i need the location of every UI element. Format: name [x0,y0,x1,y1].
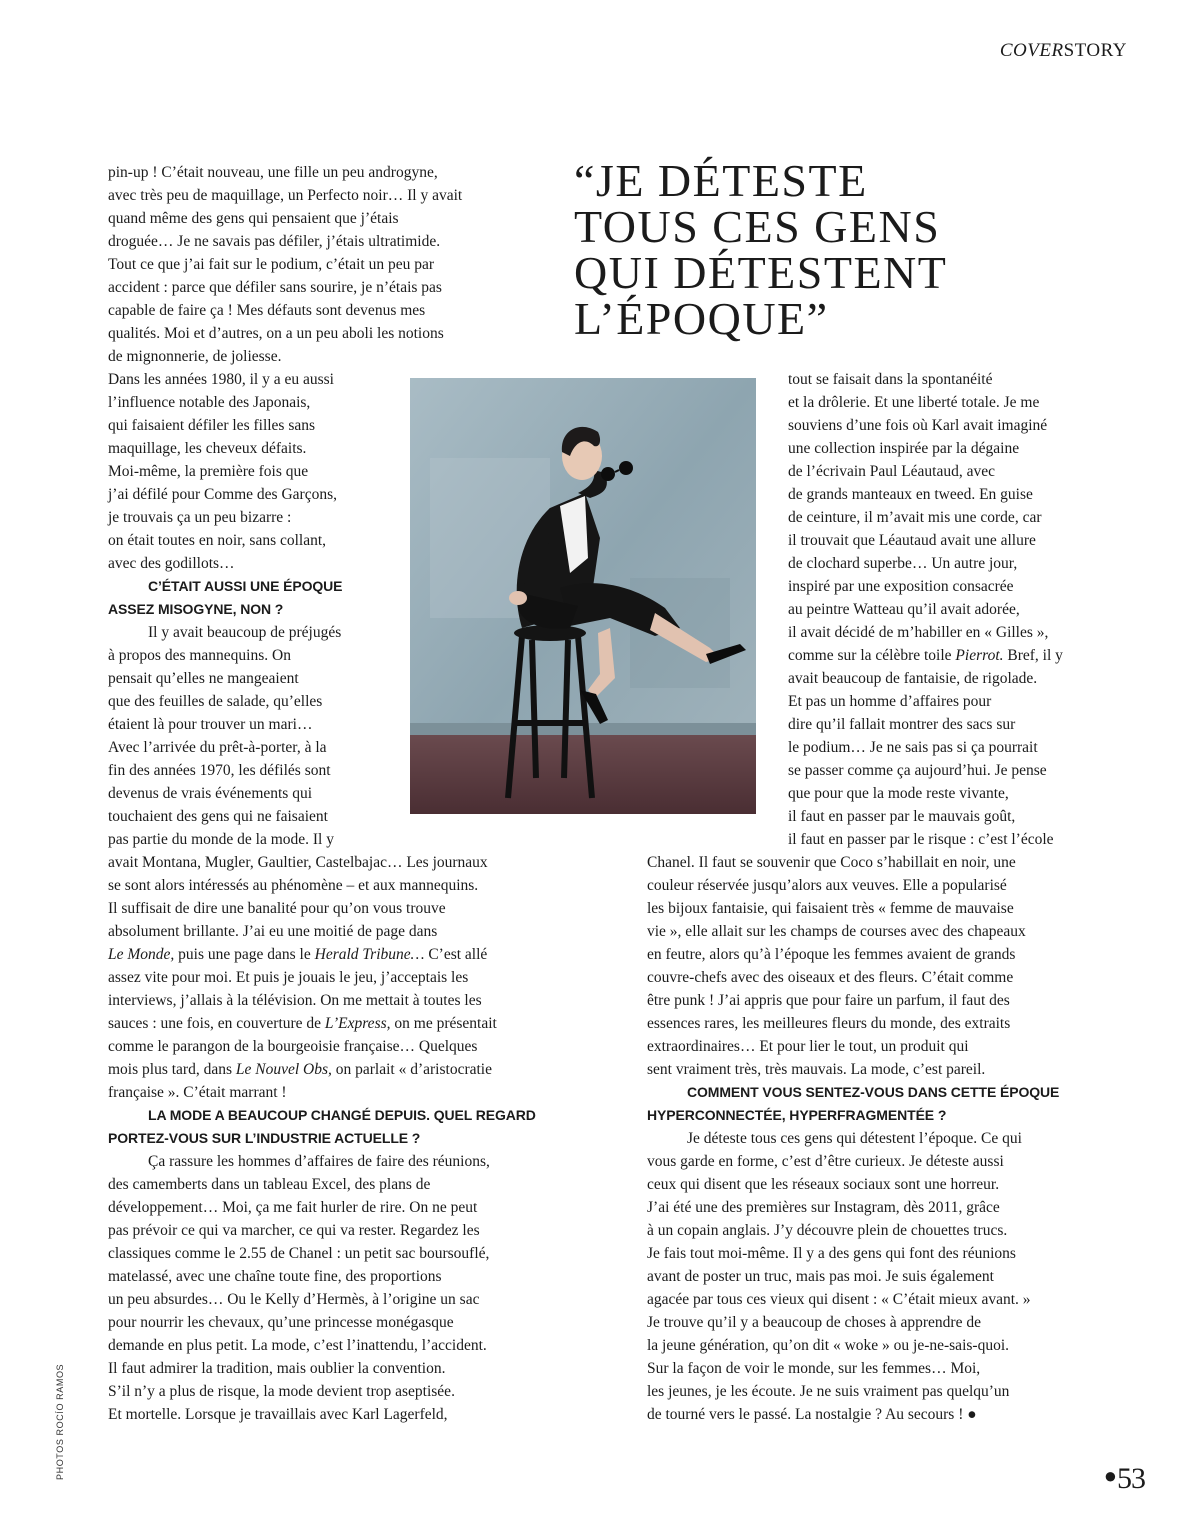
section-heading-line: HYPERCONNECTÉE, HYPERFRAGMENTÉE ? [647,1107,947,1123]
body-text-line: être punk ! J’ai appris que pour faire un parfum, il faut des [647,992,1010,1009]
pull-quote-line: L’ÉPOQUE” [574,293,829,344]
body-text-line: Et pas un homme d’affaires pour [788,693,992,710]
body-text-line: quand même des gens qui pensaient que j’étais [108,210,399,227]
body-text-line: Avec l’arrivée du prêt-à-porter, à la [108,739,327,756]
body-text-line: accident : parce que défiler sans sourire, je n’étais pas [108,279,442,296]
body-text-line: J’ai été une des premières sur Instagram, dès 2011, grâce [647,1199,1000,1216]
body-text-line: de l’écrivain Paul Léautaud, avec [788,463,995,480]
text-fragment: C’est allé [424,946,488,963]
body-text-line: comme le parangon de la bourgeoisie française… Quelques [108,1038,478,1055]
body-text-line: une collection inspirée par la dégaine [788,440,1020,457]
right-column-continued [647,851,1059,1426]
italic-title: Pierrot. [955,647,1004,664]
body-text-line: au peintre Watteau qu’il avait adorée, [788,601,1020,618]
body-text-line: S’il n’y a plus de risque, la mode devient trop aseptisée. [108,1383,455,1400]
body-text-line: Je trouve qu’il y a beaucoup de choses à apprendre de [647,1314,981,1331]
body-text-line: tout se faisait dans la spontanéité [788,371,993,388]
section-heading-line: C’ÉTAIT AUSSI UNE ÉPOQUE [148,578,343,594]
body-text-line: il avait décidé de m’habiller en « Gilles », [788,624,1049,641]
body-text-line: touchaient des gens qui ne faisaient [108,808,328,825]
body-text-line: vie », elle allait sur les champs de courses avec des chapeaux [647,923,1026,940]
pull-quote [574,155,1134,344]
body-text-line: Je déteste tous ces gens qui détestent l’époque. Ce qui [687,1130,1022,1147]
body-text-line: souviens d’une fois où Karl avait imaginé [788,417,1048,434]
body-text-line: étaient là pour trouver un mari… [108,716,313,733]
text-fragment: comme sur la célèbre toile [788,647,956,664]
body-text-line: inspiré par une exposition consacrée [788,578,1014,595]
body-text-line: Sur la façon de voir le monde, sur les femmes… Moi, [647,1360,981,1377]
italic-title: Le Monde, [108,946,175,963]
right-column [788,368,1063,851]
body-text-line [788,644,1063,667]
body-text-line: capable de faire ça ! Mes défauts sont devenus mes [108,302,426,319]
text-fragment: sauces : une fois, en couverture de [108,1015,325,1032]
text-fragment: on me présentait [390,1015,497,1032]
body-text-line: il trouvait que Léautaud avait une allure [788,532,1036,549]
body-text-line: pin-up ! C’était nouveau, une fille un peu androgyne, [108,164,438,181]
body-text-line: à propos des mannequins. On [108,647,291,664]
text-fragment: on parlait « d’aristocratie [331,1061,492,1078]
body-text-line: française ». C’était marrant ! [108,1084,287,1101]
body-text-line: couvre-chefs avec des oiseaux et des fleurs. C’était comme [647,969,1014,986]
body-text-line: assez vite pour moi. Et puis je jouais le jeu, j’acceptais les [108,969,469,986]
body-text-line: j’ai défilé pour Comme des Garçons, [108,486,337,503]
section-tag-italic: COVER [999,40,1064,61]
body-text-line: de clochard superbe… Un autre jour, [788,555,1018,572]
body-text-line: dire qu’il fallait montrer des sacs sur [788,716,1016,733]
body-text-line: la jeune génération, qu’on dit « woke » ou je-ne-sais-quoi. [647,1337,1009,1354]
section-heading-line: PORTEZ-VOUS SUR L’INDUSTRIE ACTUELLE ? [108,1130,421,1146]
body-text-line: droguée… Je ne savais pas défiler, j’étais ultratimide. [108,233,441,250]
section-tag [1000,40,1127,62]
text-fragment: Bref, il y [1003,647,1063,664]
body-text-line: le podium… Je ne sais pas si ça pourrait [788,739,1038,756]
section-heading-line: LA MODE A BEAUCOUP CHANGÉ DEPUIS. QUEL REGARD [148,1107,536,1123]
body-text-line: en feutre, alors qu’à l’époque les femmes avaient de grands [647,946,1016,963]
body-text-line: Moi-même, la première fois que [108,463,309,480]
left-column [108,161,462,851]
body-text-line: Je fais tout moi-même. Il y a des gens qui font des réunions [647,1245,1016,1262]
body-text-line: matelassé, avec une chaîne toute fine, des proportions [108,1268,442,1285]
body-text-line: de ceinture, il m’avait mis une corde, car [788,509,1042,526]
body-text-line: couleur réservée jusqu’alors aux veuves. Elle a popularisé [647,877,1007,894]
pull-quote-line: TOUS CES GENS [574,201,941,252]
body-text-line: à un copain anglais. J’y découvre plein de chouettes trucs. [647,1222,1008,1239]
body-text-line: il faut en passer par le risque : c’est l’école [788,831,1054,848]
body-text-line [108,1012,536,1035]
body-text-line: de mignonnerie, de joliesse. [108,348,282,365]
body-text-line: se sont alors intéressés au phénomène – et aux mannequins. [108,877,479,894]
body-text-line: des camemberts dans un tableau Excel, des plans de [108,1176,431,1193]
body-text-line: Il y avait beaucoup de préjugés [148,624,342,641]
section-heading-line: ASSEZ MISOGYNE, NON ? [108,601,284,617]
body-text-line: avec des godillots… [108,555,235,572]
section-heading-line: COMMENT VOUS SENTEZ-VOUS DANS CETTE ÉPOQUE [687,1084,1060,1100]
body-text-line: avait beaucoup de fantaisie, de rigolade. [788,670,1038,687]
body-text-line: que pour que la mode reste vivante, [788,785,1009,802]
body-text-line: on était toutes en noir, sans collant, [108,532,327,549]
body-text-line: un peu absurdes… Ou le Kelly d’Hermès, à l’origine un sac [108,1291,480,1308]
body-text-line: pas prévoir ce qui va marcher, ce qui va rester. Regardez les [108,1222,480,1239]
body-text-line: Ça rassure les hommes d’affaires de faire des réunions, [148,1153,490,1170]
body-text-line: pas partie du monde de la mode. Il y [108,831,334,848]
body-text-line: Il suffisait de dire une banalité pour qu’on vous trouve [108,900,446,917]
body-text-line: maquillage, les cheveux défaits. [108,440,307,457]
body-text-line: se passer comme ça aujourd’hui. Je pense [788,762,1047,779]
italic-title: Le Nouvel Obs, [235,1061,332,1078]
body-text-line: de tourné vers le passé. La nostalgie ? Au secours ! ● [647,1406,977,1423]
body-text-line: avec très peu de maquillage, un Perfecto noir… Il y avait [108,187,463,204]
body-text-line: de grands manteaux en tweed. En guise [788,486,1033,503]
body-text-line: les bijoux fantaisie, qui faisaient très « femme de mauvaise [647,900,1014,917]
body-text-line [108,943,536,966]
body-text-line: il faut en passer par le mauvais goût, [788,808,1016,825]
body-text-line: développement… Moi, ça me fait hurler de rire. On ne peut [108,1199,478,1216]
body-text-line: et la drôlerie. Et une liberté totale. Je me [788,394,1040,411]
body-text-line [108,1058,536,1081]
body-text-line: qui faisaient défiler les filles sans [108,417,316,434]
body-text-line: pour nourrir les chevaux, qu’une princesse monégasque [108,1314,454,1331]
body-text-line: ceux qui disent que les réseaux sociaux sont une horreur. [647,1176,1000,1193]
body-text-line: Chanel. Il faut se souvenir que Coco s’habillait en noir, une [647,854,1016,871]
page-number [1104,1462,1145,1496]
body-text-line: avait Montana, Mugler, Gaultier, Castelbajac… Les journaux [108,854,488,871]
body-text-line: avant de poster un truc, mais pas moi. Je suis également [647,1268,994,1285]
photo-credit-text: PHOTOS ROCÍO RAMOS [55,1363,65,1480]
page-number-text: 53 [1117,1462,1145,1495]
body-text-line: pensait qu’elles ne mangeaient [108,670,299,687]
body-text-line: interviews, j’allais à la télévision. On me mettait à toutes les [108,992,482,1009]
body-text-line: demande en plus petit. La mode, c’est l’inattendu, l’accident. [108,1337,487,1354]
body-text-line: extraordinaires… Et pour lier le tout, un produit qui [647,1038,969,1055]
left-column-continued [108,851,536,1426]
section-tag-rest: STORY [1063,40,1127,61]
italic-title: Herald Tribune… [314,946,425,963]
body-text-line: vous garde en forme, c’est d’être curieux. Je déteste aussi [647,1153,1004,1170]
italic-title: L’Express, [324,1015,391,1032]
body-text-line: je trouvais ça un peu bizarre : [108,509,292,526]
text-fragment: puis une page dans le [174,946,315,963]
pull-quote-line: QUI DÉTESTENT [574,247,948,298]
body-text-line: Et mortelle. Lorsque je travaillais avec Karl Lagerfeld, [108,1406,448,1423]
photo-credit [55,1300,69,1480]
body-text-line: Tout ce que j’ai fait sur le podium, c’était un peu par [108,256,435,273]
text-fragment: mois plus tard, dans [108,1061,236,1078]
body-text-line: agacée par tous ces vieux qui disent : « C’était mieux avant. » [647,1291,1031,1308]
body-text-line: sent vraiment très, très mauvais. La mode, c’est pareil. [647,1061,986,1078]
body-text-line: que des feuilles de salade, qu’elles [108,693,323,710]
body-text-line: les jeunes, je les écoute. Je ne suis vraiment pas quelqu’un [647,1383,1010,1400]
body-text-line: fin des années 1970, les défilés sont [108,762,331,779]
body-text-line: devenus de vrais événements qui [108,785,313,802]
body-text-line: Il faut admirer la tradition, mais oublier la convention. [108,1360,446,1377]
page-number-bullet: ● [1103,1463,1116,1488]
body-text-line: classiques comme le 2.55 de Chanel : un petit sac boursouflé, [108,1245,490,1262]
body-text-line: essences rares, les meilleures fleurs du monde, des extraits [647,1015,1011,1032]
pull-quote-line: “JE DÉTESTE [574,155,868,206]
body-text-line: l’influence notable des Japonais, [108,394,311,411]
body-text-line: absolument brillante. J’ai eu une moitié de page dans [108,923,438,940]
body-text-line: Dans les années 1980, il y a eu aussi [108,371,334,388]
body-text-line: qualités. Moi et d’autres, on a un peu aboli les notions [108,325,444,342]
